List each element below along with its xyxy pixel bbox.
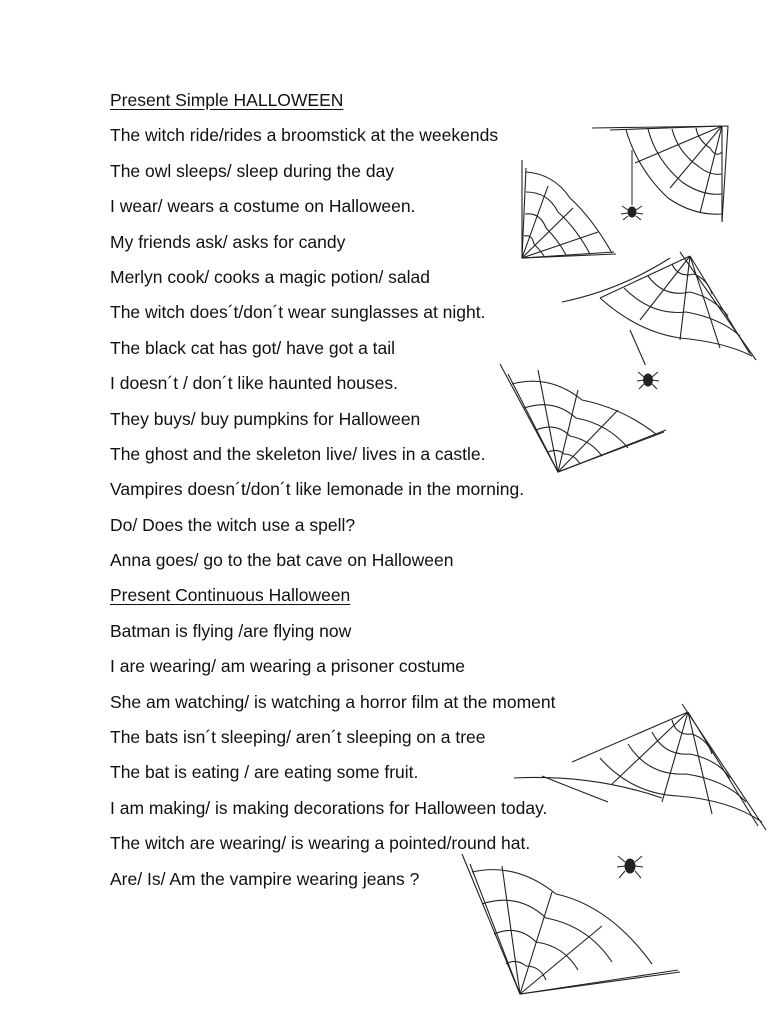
spider-icon [620, 150, 644, 220]
section-heading-present-continuous: Present Continuous Halloween [110, 585, 351, 606]
exercise-item: My friends ask/ asks for candy [110, 231, 346, 252]
spiderweb-icon [518, 158, 618, 263]
exercise-item: Vampires doesn´t/don´t like lemonade in the morning. [110, 479, 525, 500]
exercise-item: I wear/ wears a costume on Halloween. [110, 196, 416, 217]
exercise-item: The witch are wearing/ is wearing a pointed/round hat. [110, 833, 531, 854]
exercise-item: The witch does´t/don´t wear sunglasses at night. [110, 302, 486, 323]
exercise-item: Anna goes/ go to the bat cave on Halloween [110, 550, 454, 571]
exercise-item: She am watching/ is watching a horror film at the moment [110, 691, 556, 712]
exercise-item: Are/ Is/ Am the vampire wearing jeans ? [110, 868, 420, 889]
exercise-item: I doesn´t / don´t like haunted houses. [110, 373, 398, 394]
exercise-item: The black cat has got/ have got a tail [110, 337, 396, 358]
spiderweb-icon [442, 852, 682, 997]
exercise-item: Batman is flying /are flying now [110, 620, 352, 641]
exercise-item: The owl sleeps/ sleep during the day [110, 160, 395, 181]
exercise-item: The bat is eating / are eating some fruit. [110, 762, 419, 783]
exercise-item: I are wearing/ am wearing a prisoner costume [110, 656, 466, 677]
exercise-item: The ghost and the skeleton live/ lives in a castle. [110, 443, 486, 464]
exercise-item: The witch ride/rides a broomstick at the weekends [110, 125, 499, 146]
spiderweb-icon [512, 702, 768, 832]
exercise-item: I am making/ is making decorations for Halloween today. [110, 797, 548, 818]
exercise-item: The bats isn´t sleeping/ aren´t sleeping on a tree [110, 727, 486, 748]
spiderweb-icon [498, 360, 668, 475]
exercise-item: Do/ Does the witch use a spell? [110, 514, 356, 535]
spiderweb-icon [560, 250, 760, 365]
section-heading-present-simple: Present Simple HALLOWEEN [110, 90, 344, 110]
exercise-item: They buys/ buy pumpkins for Halloween [110, 408, 421, 429]
exercise-item: Merlyn cook/ cooks a magic potion/ salad [110, 266, 431, 287]
